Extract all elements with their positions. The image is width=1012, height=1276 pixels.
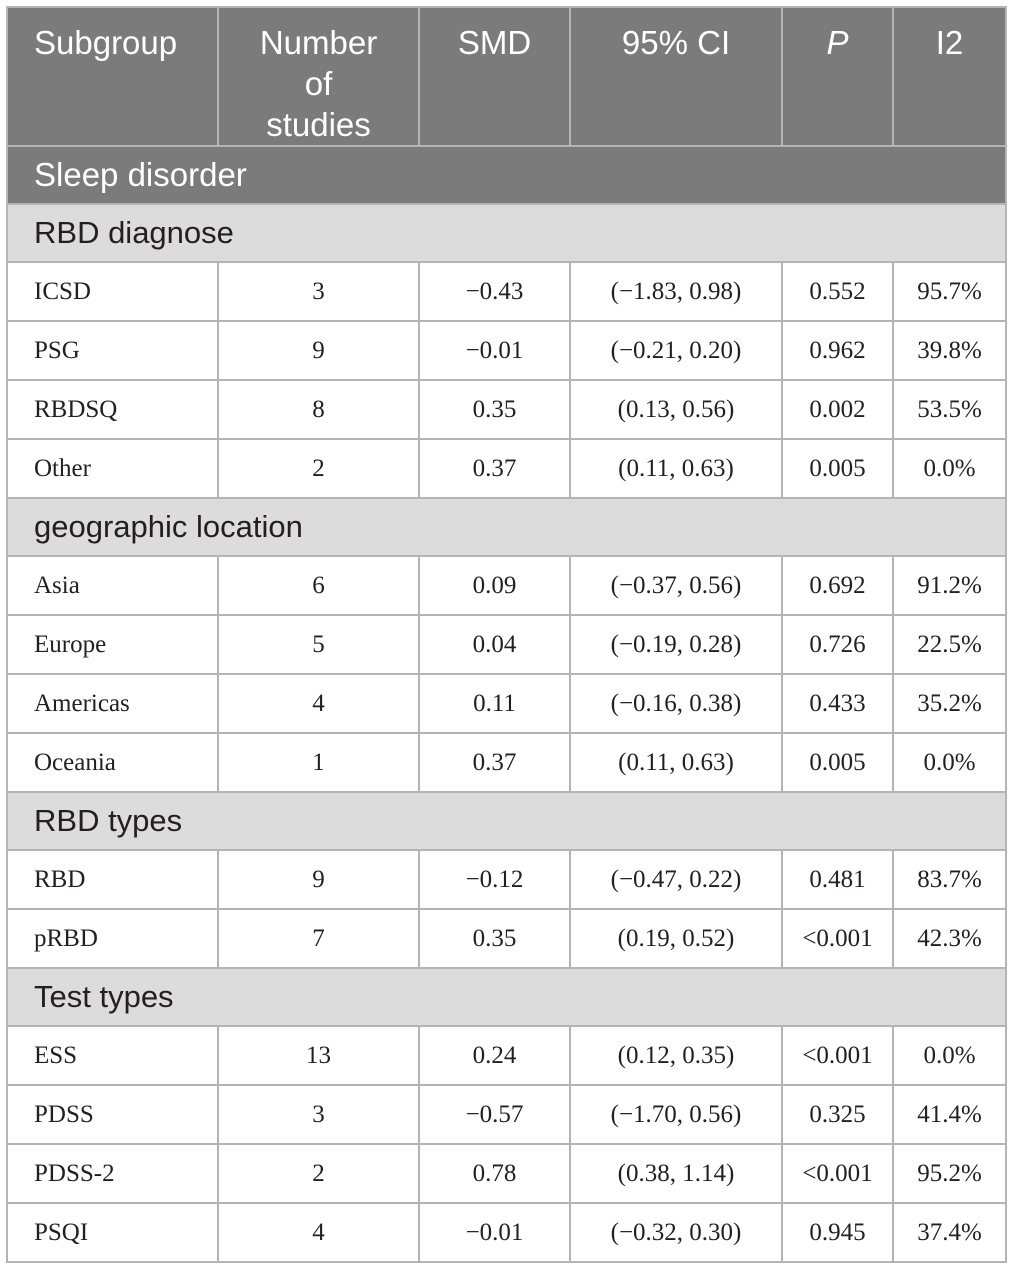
- cell-smd: −0.12: [419, 850, 570, 909]
- table-row: [7, 321, 1006, 380]
- cell-smd: −0.57: [419, 1085, 570, 1144]
- cell-subgroup: Asia: [7, 556, 218, 615]
- cell-i2: 37.4%: [893, 1203, 1006, 1262]
- cell-p-value: 0.692: [782, 556, 893, 615]
- cell-subgroup: PDSS-2: [7, 1144, 218, 1203]
- section-row: [7, 146, 1006, 204]
- cell-p-value: 0.945: [782, 1203, 893, 1262]
- header-95-ci: 95% CI: [570, 7, 782, 146]
- header-p-value: P: [782, 7, 893, 146]
- cell-p-value: 0.962: [782, 321, 893, 380]
- table-row: [7, 1026, 1006, 1085]
- cell-subgroup: Americas: [7, 674, 218, 733]
- table-row: [7, 1144, 1006, 1203]
- cell-number-of-studies: 5: [218, 615, 419, 674]
- cell-i2: 53.5%: [893, 380, 1006, 439]
- cell-ci: (−1.70, 0.56): [570, 1085, 782, 1144]
- cell-i2: 83.7%: [893, 850, 1006, 909]
- cell-smd: −0.01: [419, 1203, 570, 1262]
- cell-smd: 0.24: [419, 1026, 570, 1085]
- cell-ci: (−0.47, 0.22): [570, 850, 782, 909]
- cell-ci: (0.11, 0.63): [570, 439, 782, 498]
- table-row: [7, 1085, 1006, 1144]
- group-title: RBD diagnose: [7, 204, 1006, 262]
- group-title: geographic location: [7, 498, 1006, 556]
- cell-number-of-studies: 1: [218, 733, 419, 792]
- cell-ci: (−0.16, 0.38): [570, 674, 782, 733]
- header-number-of-studies-text: Number of studies: [259, 24, 378, 143]
- cell-subgroup: RBD: [7, 850, 218, 909]
- cell-i2: 39.8%: [893, 321, 1006, 380]
- cell-i2: 22.5%: [893, 615, 1006, 674]
- table-row: [7, 615, 1006, 674]
- cell-ci: (0.12, 0.35): [570, 1026, 782, 1085]
- cell-smd: 0.37: [419, 733, 570, 792]
- cell-smd: 0.78: [419, 1144, 570, 1203]
- cell-p-value: <0.001: [782, 1026, 893, 1085]
- group-header-row: [7, 792, 1006, 850]
- subgroup-analysis-table: [6, 6, 1007, 1263]
- table-row: [7, 674, 1006, 733]
- table-row: [7, 909, 1006, 968]
- cell-subgroup: Oceania: [7, 733, 218, 792]
- cell-smd: 0.04: [419, 615, 570, 674]
- group-header-row: [7, 498, 1006, 556]
- cell-subgroup: PDSS: [7, 1085, 218, 1144]
- table-row: [7, 262, 1006, 321]
- table-row: [7, 380, 1006, 439]
- cell-p-value: 0.433: [782, 674, 893, 733]
- cell-subgroup: ICSD: [7, 262, 218, 321]
- cell-p-value: 0.552: [782, 262, 893, 321]
- group-title: RBD types: [7, 792, 1006, 850]
- cell-smd: 0.11: [419, 674, 570, 733]
- group-header-row: [7, 968, 1006, 1026]
- table-container: [6, 6, 1007, 1263]
- header-number-of-studies: [218, 7, 419, 146]
- header-subgroup: Subgroup: [7, 7, 218, 146]
- cell-ci: (−0.21, 0.20): [570, 321, 782, 380]
- cell-number-of-studies: 4: [218, 674, 419, 733]
- table-row: [7, 733, 1006, 792]
- cell-number-of-studies: 3: [218, 262, 419, 321]
- cell-ci: (0.13, 0.56): [570, 380, 782, 439]
- cell-smd: 0.35: [419, 380, 570, 439]
- cell-number-of-studies: 9: [218, 850, 419, 909]
- cell-subgroup: Europe: [7, 615, 218, 674]
- cell-number-of-studies: 9: [218, 321, 419, 380]
- table-row: [7, 439, 1006, 498]
- header-i2: I2: [893, 7, 1006, 146]
- cell-subgroup: pRBD: [7, 909, 218, 968]
- table-row: [7, 850, 1006, 909]
- cell-number-of-studies: 4: [218, 1203, 419, 1262]
- cell-smd: 0.35: [419, 909, 570, 968]
- cell-i2: 42.3%: [893, 909, 1006, 968]
- header-row: [7, 7, 1006, 146]
- table-row: [7, 1203, 1006, 1262]
- cell-i2: 35.2%: [893, 674, 1006, 733]
- cell-p-value: 0.481: [782, 850, 893, 909]
- cell-p-value: 0.726: [782, 615, 893, 674]
- cell-subgroup: PSG: [7, 321, 218, 380]
- cell-number-of-studies: 13: [218, 1026, 419, 1085]
- cell-i2: 41.4%: [893, 1085, 1006, 1144]
- cell-subgroup: ESS: [7, 1026, 218, 1085]
- cell-subgroup: PSQI: [7, 1203, 218, 1262]
- cell-smd: 0.09: [419, 556, 570, 615]
- cell-number-of-studies: 2: [218, 1144, 419, 1203]
- cell-ci: (−0.32, 0.30): [570, 1203, 782, 1262]
- cell-number-of-studies: 3: [218, 1085, 419, 1144]
- cell-smd: 0.37: [419, 439, 570, 498]
- group-header-row: [7, 204, 1006, 262]
- cell-smd: −0.43: [419, 262, 570, 321]
- cell-ci: (−0.37, 0.56): [570, 556, 782, 615]
- cell-p-value: 0.005: [782, 733, 893, 792]
- section-title: Sleep disorder: [7, 146, 1006, 204]
- cell-ci: (0.38, 1.14): [570, 1144, 782, 1203]
- cell-p-value: <0.001: [782, 909, 893, 968]
- cell-i2: 91.2%: [893, 556, 1006, 615]
- cell-p-value: 0.325: [782, 1085, 893, 1144]
- table-row: [7, 556, 1006, 615]
- cell-subgroup: RBDSQ: [7, 380, 218, 439]
- cell-i2: 0.0%: [893, 733, 1006, 792]
- cell-ci: (0.19, 0.52): [570, 909, 782, 968]
- cell-i2: 95.2%: [893, 1144, 1006, 1203]
- cell-i2: 0.0%: [893, 439, 1006, 498]
- cell-i2: 0.0%: [893, 1026, 1006, 1085]
- cell-number-of-studies: 2: [218, 439, 419, 498]
- cell-number-of-studies: 6: [218, 556, 419, 615]
- header-smd: SMD: [419, 7, 570, 146]
- cell-number-of-studies: 7: [218, 909, 419, 968]
- cell-p-value: <0.001: [782, 1144, 893, 1203]
- cell-i2: 95.7%: [893, 262, 1006, 321]
- cell-number-of-studies: 8: [218, 380, 419, 439]
- cell-smd: −0.01: [419, 321, 570, 380]
- group-title: Test types: [7, 968, 1006, 1026]
- cell-p-value: 0.005: [782, 439, 893, 498]
- cell-ci: (0.11, 0.63): [570, 733, 782, 792]
- cell-ci: (−0.19, 0.28): [570, 615, 782, 674]
- cell-subgroup: Other: [7, 439, 218, 498]
- cell-ci: (−1.83, 0.98): [570, 262, 782, 321]
- cell-p-value: 0.002: [782, 380, 893, 439]
